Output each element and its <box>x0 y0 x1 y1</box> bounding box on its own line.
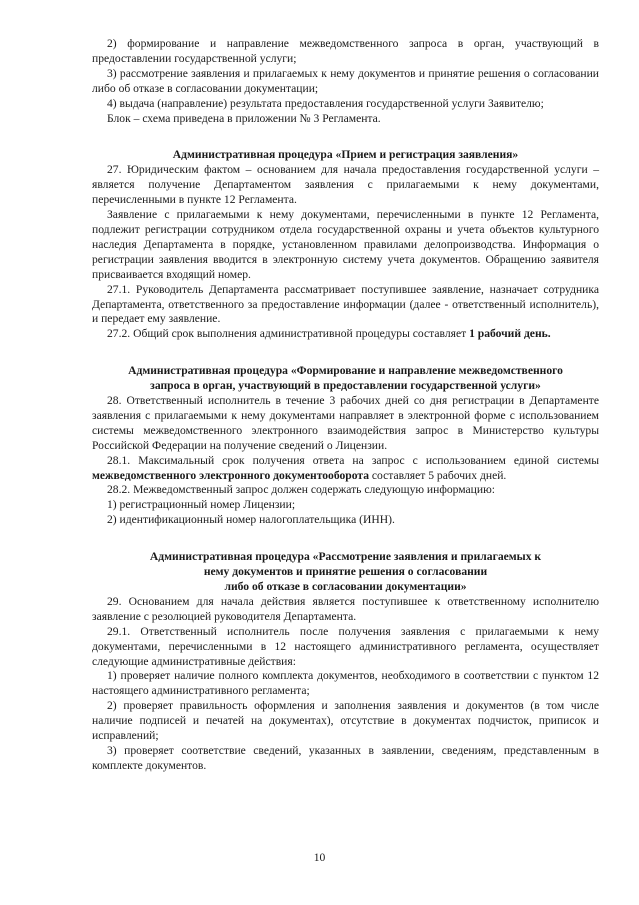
paragraph-27: 27. Юридическим фактом – основанием для начала предоставления государственной услуги – является получение Департаментом заявления с прилагаемыми к нему документами, перечисленными в пункте 12 Регламента. <box>92 163 599 207</box>
list-item-1: 1) регистрационный номер Лицензии; <box>107 498 296 512</box>
action-item-3: 3) проверяет соответствие сведений, указанных в заявлении, сведениям, представленным в комплекте документов. <box>92 743 599 772</box>
section-3-heading-line-2: нему документов и принятие решения о согласовании <box>203 565 488 579</box>
list-item-2: 2) идентификационный номер налогоплательщика (ИНН). <box>107 513 395 527</box>
section-2-heading-line-2: запроса в орган, участвующий в предоставлении государственной услуги» <box>150 379 541 393</box>
intro-item-3: 3) рассмотрение заявления и прилагаемых к нему документов и принятие решения о согласовании либо об отказе в согласовании документации; <box>92 66 599 95</box>
paragraph-28-1 <box>92 454 599 484</box>
intro-block-scheme: Блок – схема приведена в приложении № 3 Регламента. <box>107 111 381 125</box>
action-item-1: 1) проверяет наличие полного комплекта документов, необходимого в соответствии с пунктом 12 настоящего административного регламента; <box>92 669 599 698</box>
action-item-2: 2) проверяет правильность оформления и заполнения заявления и документов (в том числе наличие подписей и печатей на документах), отсутствие в документах подчисток, приписок и исправлений; <box>92 699 599 743</box>
section-1-heading: Административная процедура «Прием и регистрация заявления» <box>172 148 519 162</box>
section-2-heading-line-1: Административная процедура «Формирование и направление межведомственного <box>128 364 563 378</box>
section-3-heading-line-1: Административная процедура «Рассмотрение заявления и прилагаемых к <box>149 550 542 564</box>
section-2-heading <box>92 364 599 394</box>
paragraph-28: 28. Ответственный исполнитель в течение 3 рабочих дней со дня регистрации в Департаменте заявления с прилагаемыми к нему документами направляет в электронной форме с использованием системы межведомственного электронного взаимодействия запрос в Министерство культуры Российской Федерации на получение сведений о Лицензии. <box>92 394 599 452</box>
paragraph-28-2: 28.2. Межведомственный запрос должен содержать следующую информацию: <box>107 483 495 497</box>
paragraph-27-2-bold: 1 рабочий день. <box>469 327 551 341</box>
intro-item-2: 2) формирование и направление межведомственного запроса в орган, участвующий в предоставлении государственной услуги; <box>92 37 599 65</box>
paragraph-29-1: 29.1. Ответственный исполнитель после получения заявления с прилагаемыми к нему документами, перечисленными в 12 настоящего административного регламента, осуществляет следующие административные действия: <box>92 624 599 668</box>
paragraph-27-1: 27.1. Руководитель Департамента рассматривает поступившее заявление, назначает сотрудника Департамента, ответственного за предоставление информации (далее - ответственный исполнитель), и передает ему заявление. <box>92 282 599 326</box>
intro-item-4: 4) выдача (направление) результата предоставления государственной услуги Заявителю; <box>107 96 544 110</box>
paragraph-27-2 <box>92 327 599 342</box>
paragraph-27-2-text: 27.2. Общий срок выполнения административной процедуры составляет <box>107 327 470 341</box>
paragraph-28-1-tail: составляет 5 рабочих дней. <box>369 468 507 482</box>
paragraph-29: 29. Основанием для начала действия является поступившее к ответственному исполнителю заявление с резолюцией руководителя Департамента. <box>92 594 599 623</box>
paragraph-28-1-bold: межведомственного электронного документооборота <box>92 468 370 482</box>
paragraph-27-registration: Заявление с прилагаемыми к нему документами, перечисленными в пункте 12 Регламента, подлежит регистрации сотрудником отдела государственной охраны и учета объектов культурного наследия Департамента в порядке, установленном правилами делопроизводства. Информация о регистрации заявления вводится в электронную систему учета документов. Обращению заявителя присваивается входящий номер. <box>92 208 599 281</box>
paragraph-28-1-text: 28.1. Максимальный срок получения ответа на запрос с использованием единой системы <box>107 453 599 467</box>
page-number: 10 <box>313 851 326 864</box>
section-3-heading <box>92 550 599 595</box>
section-3-heading-line-3: либо об отказе в согласовании документации» <box>224 580 467 593</box>
